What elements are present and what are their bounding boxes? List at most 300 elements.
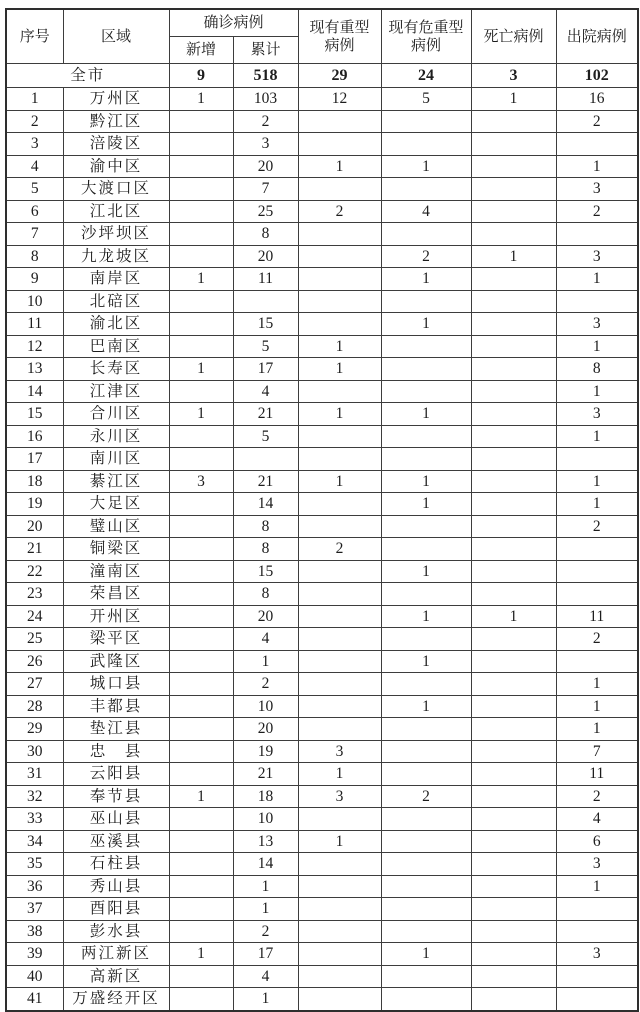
- cell-deaths: [471, 650, 556, 673]
- cell-new: [169, 830, 233, 853]
- cell-severe: 1: [298, 470, 381, 493]
- cell-new: [169, 155, 233, 178]
- cell-total: 8: [233, 515, 298, 538]
- cell-discharged: 2: [556, 628, 638, 651]
- cell-new: [169, 538, 233, 561]
- cell-discharged: [556, 560, 638, 583]
- table-row: [6, 178, 638, 201]
- cell-serial: 38: [6, 920, 63, 943]
- cell-discharged: 1: [556, 718, 638, 741]
- cell-serial: 23: [6, 583, 63, 606]
- cell-serial: 26: [6, 650, 63, 673]
- cell-new: [169, 763, 233, 786]
- cell-region: 永川区: [63, 425, 169, 448]
- cell-deaths: [471, 718, 556, 741]
- cell-serial: 10: [6, 290, 63, 313]
- cell-deaths: [471, 178, 556, 201]
- cell-serial: 14: [6, 380, 63, 403]
- cell-severe: [298, 290, 381, 313]
- cell-region: 秀山县: [63, 875, 169, 898]
- table-row: [6, 898, 638, 921]
- cell-severe: 2: [298, 538, 381, 561]
- table-row: [6, 403, 638, 426]
- cell-deaths: [471, 560, 556, 583]
- cell-serial: 31: [6, 763, 63, 786]
- cell-serial: 2: [6, 110, 63, 133]
- cell-serial: 34: [6, 830, 63, 853]
- cell-new: [169, 245, 233, 268]
- cell-new: 1: [169, 943, 233, 966]
- cell-new: [169, 988, 233, 1011]
- cell-discharged: 1: [556, 425, 638, 448]
- header-region: 区域: [63, 9, 169, 64]
- cell-serial: 7: [6, 223, 63, 246]
- cell-discharged: [556, 583, 638, 606]
- cell-severe: [298, 313, 381, 336]
- cell-serial: 13: [6, 358, 63, 381]
- cell-discharged: 11: [556, 763, 638, 786]
- cell-region: 云阳县: [63, 763, 169, 786]
- cell-discharged: 7: [556, 740, 638, 763]
- cell-serial: 3: [6, 133, 63, 156]
- cell-deaths: [471, 673, 556, 696]
- cell-new: [169, 718, 233, 741]
- cell-serial: 33: [6, 808, 63, 831]
- summary-severe: 29: [298, 64, 381, 88]
- cell-critical: [381, 133, 471, 156]
- header-severe: [298, 9, 381, 64]
- cell-deaths: [471, 965, 556, 988]
- cell-discharged: [556, 133, 638, 156]
- cell-critical: [381, 515, 471, 538]
- cell-deaths: [471, 830, 556, 853]
- table-row: [6, 290, 638, 313]
- cell-total: 20: [233, 718, 298, 741]
- cell-region: 城口县: [63, 673, 169, 696]
- cell-critical: [381, 898, 471, 921]
- cell-total: 2: [233, 673, 298, 696]
- cell-severe: [298, 695, 381, 718]
- cell-serial: 18: [6, 470, 63, 493]
- cell-serial: 15: [6, 403, 63, 426]
- cell-serial: 4: [6, 155, 63, 178]
- cell-total: 5: [233, 425, 298, 448]
- cell-severe: 1: [298, 830, 381, 853]
- cell-severe: [298, 448, 381, 471]
- cell-discharged: [556, 898, 638, 921]
- cell-deaths: [471, 133, 556, 156]
- cell-serial: 8: [6, 245, 63, 268]
- table-row: [6, 943, 638, 966]
- summary-total: 518: [233, 64, 298, 88]
- table-row: [6, 785, 638, 808]
- cell-discharged: [556, 650, 638, 673]
- cell-region: 綦江区: [63, 470, 169, 493]
- cell-total: 8: [233, 583, 298, 606]
- cell-serial: 17: [6, 448, 63, 471]
- cell-region: 忠 县: [63, 740, 169, 763]
- cell-deaths: 1: [471, 605, 556, 628]
- cell-total: 2: [233, 920, 298, 943]
- table-row: [6, 110, 638, 133]
- cell-deaths: [471, 313, 556, 336]
- cell-new: [169, 920, 233, 943]
- cell-severe: [298, 920, 381, 943]
- table-row: [6, 853, 638, 876]
- cell-new: [169, 110, 233, 133]
- table-row: [6, 538, 638, 561]
- table-row: [6, 335, 638, 358]
- table-row: [6, 88, 638, 111]
- cell-critical: [381, 673, 471, 696]
- cell-severe: [298, 808, 381, 831]
- cell-deaths: [471, 853, 556, 876]
- cell-severe: [298, 515, 381, 538]
- cell-serial: 12: [6, 335, 63, 358]
- cell-discharged: 1: [556, 673, 638, 696]
- cell-serial: 6: [6, 200, 63, 223]
- cell-region: 酉阳县: [63, 898, 169, 921]
- cell-critical: 1: [381, 403, 471, 426]
- cell-critical: [381, 718, 471, 741]
- cell-discharged: [556, 538, 638, 561]
- cell-new: [169, 628, 233, 651]
- cell-discharged: 3: [556, 313, 638, 336]
- table-row: [6, 268, 638, 291]
- cell-deaths: [471, 403, 556, 426]
- cell-total: 2: [233, 110, 298, 133]
- cell-deaths: [471, 470, 556, 493]
- cell-new: [169, 493, 233, 516]
- cell-deaths: [471, 110, 556, 133]
- cell-serial: 41: [6, 988, 63, 1011]
- cell-serial: 30: [6, 740, 63, 763]
- cell-discharged: [556, 223, 638, 246]
- header-confirmed-new: 新增: [169, 37, 233, 64]
- cell-new: [169, 515, 233, 538]
- cell-new: [169, 673, 233, 696]
- cell-total: 1: [233, 898, 298, 921]
- cell-deaths: [471, 875, 556, 898]
- header-deaths: 死亡病例: [471, 9, 556, 64]
- cell-region: 渝中区: [63, 155, 169, 178]
- cell-critical: [381, 538, 471, 561]
- header-confirmed-total: 累计: [233, 37, 298, 64]
- cell-new: [169, 875, 233, 898]
- cell-discharged: 1: [556, 875, 638, 898]
- cell-severe: [298, 853, 381, 876]
- summary-label: 全市: [6, 64, 169, 88]
- cell-discharged: 1: [556, 268, 638, 291]
- header-confirmed-group: 确诊病例: [169, 9, 298, 37]
- cell-new: [169, 695, 233, 718]
- cell-discharged: [556, 920, 638, 943]
- cell-total: 8: [233, 223, 298, 246]
- cell-severe: [298, 628, 381, 651]
- header-critical: [381, 9, 471, 64]
- cell-total: 11: [233, 268, 298, 291]
- cell-critical: 1: [381, 268, 471, 291]
- table-row: [6, 425, 638, 448]
- cell-region: 彭水县: [63, 920, 169, 943]
- cell-severe: [298, 493, 381, 516]
- cell-severe: 1: [298, 335, 381, 358]
- cell-deaths: [471, 515, 556, 538]
- cell-serial: 37: [6, 898, 63, 921]
- summary-new: 9: [169, 64, 233, 88]
- table-row: [6, 988, 638, 1011]
- cell-critical: [381, 335, 471, 358]
- table-row: [6, 650, 638, 673]
- cell-total: 18: [233, 785, 298, 808]
- cell-discharged: 11: [556, 605, 638, 628]
- cell-serial: 36: [6, 875, 63, 898]
- cell-severe: [298, 178, 381, 201]
- cell-deaths: [471, 943, 556, 966]
- table-row: [6, 223, 638, 246]
- cell-region: 沙坪坝区: [63, 223, 169, 246]
- cell-total: 25: [233, 200, 298, 223]
- cell-critical: [381, 628, 471, 651]
- cell-severe: 2: [298, 200, 381, 223]
- cell-critical: [381, 830, 471, 853]
- table-row: [6, 155, 638, 178]
- cell-severe: 1: [298, 358, 381, 381]
- header-discharged: 出院病例: [556, 9, 638, 64]
- cell-serial: 21: [6, 538, 63, 561]
- cell-deaths: 1: [471, 88, 556, 111]
- cell-serial: 22: [6, 560, 63, 583]
- cell-critical: 1: [381, 155, 471, 178]
- cell-deaths: 1: [471, 245, 556, 268]
- table-header: [6, 9, 638, 64]
- cell-serial: 28: [6, 695, 63, 718]
- cell-severe: [298, 560, 381, 583]
- cell-deaths: [471, 785, 556, 808]
- cell-deaths: [471, 493, 556, 516]
- cell-region: 北碚区: [63, 290, 169, 313]
- cell-new: 1: [169, 358, 233, 381]
- table-row: [6, 200, 638, 223]
- cell-discharged: 8: [556, 358, 638, 381]
- cell-discharged: [556, 965, 638, 988]
- cell-region: 铜梁区: [63, 538, 169, 561]
- cell-new: 3: [169, 470, 233, 493]
- cell-new: [169, 650, 233, 673]
- table-row: [6, 763, 638, 786]
- table-row: [6, 628, 638, 651]
- cell-total: 17: [233, 943, 298, 966]
- cell-severe: [298, 965, 381, 988]
- cell-critical: 1: [381, 695, 471, 718]
- header-critical-label: 现有危重型病例: [388, 18, 464, 54]
- cell-new: [169, 583, 233, 606]
- table-row: [6, 740, 638, 763]
- table-row: [6, 313, 638, 336]
- cell-critical: 1: [381, 313, 471, 336]
- cell-critical: [381, 965, 471, 988]
- table-row: [6, 583, 638, 606]
- cell-new: [169, 898, 233, 921]
- cell-discharged: 2: [556, 200, 638, 223]
- cell-total: 8: [233, 538, 298, 561]
- cell-critical: [381, 110, 471, 133]
- cell-new: [169, 178, 233, 201]
- cell-discharged: 1: [556, 155, 638, 178]
- summary-discharged: 102: [556, 64, 638, 88]
- cell-critical: [381, 875, 471, 898]
- cell-critical: 1: [381, 943, 471, 966]
- cell-serial: 35: [6, 853, 63, 876]
- cell-new: [169, 335, 233, 358]
- cell-total: 14: [233, 853, 298, 876]
- cell-discharged: [556, 448, 638, 471]
- cell-severe: 1: [298, 403, 381, 426]
- cell-critical: 5: [381, 88, 471, 111]
- cell-deaths: [471, 628, 556, 651]
- summary-deaths: 3: [471, 64, 556, 88]
- cell-region: 南岸区: [63, 268, 169, 291]
- cell-total: [233, 290, 298, 313]
- cell-critical: 2: [381, 245, 471, 268]
- cell-serial: 25: [6, 628, 63, 651]
- cell-new: [169, 425, 233, 448]
- cell-critical: 1: [381, 650, 471, 673]
- cell-severe: [298, 650, 381, 673]
- cell-total: 3: [233, 133, 298, 156]
- cell-severe: 1: [298, 763, 381, 786]
- cell-total: 15: [233, 560, 298, 583]
- table-row: [6, 515, 638, 538]
- cell-total: 7: [233, 178, 298, 201]
- cell-total: 13: [233, 830, 298, 853]
- cell-new: 1: [169, 403, 233, 426]
- cell-region: 九龙坡区: [63, 245, 169, 268]
- cell-severe: 12: [298, 88, 381, 111]
- cell-total: 4: [233, 380, 298, 403]
- cell-total: 21: [233, 403, 298, 426]
- cell-deaths: [471, 335, 556, 358]
- cell-region: 丰都县: [63, 695, 169, 718]
- cell-severe: 3: [298, 785, 381, 808]
- cell-critical: [381, 988, 471, 1011]
- cell-region: 大渡口区: [63, 178, 169, 201]
- cell-serial: 11: [6, 313, 63, 336]
- cell-serial: 16: [6, 425, 63, 448]
- table-row: [6, 673, 638, 696]
- cell-serial: 39: [6, 943, 63, 966]
- cell-new: [169, 808, 233, 831]
- cell-severe: [298, 943, 381, 966]
- cell-severe: 3: [298, 740, 381, 763]
- cell-discharged: 1: [556, 695, 638, 718]
- table-row: [6, 133, 638, 156]
- cell-discharged: [556, 290, 638, 313]
- cell-critical: 1: [381, 470, 471, 493]
- cell-severe: [298, 245, 381, 268]
- cell-total: 1: [233, 988, 298, 1011]
- cell-new: [169, 380, 233, 403]
- cell-total: 20: [233, 245, 298, 268]
- table-row: [6, 470, 638, 493]
- cell-total: 1: [233, 650, 298, 673]
- header-serial: 序号: [6, 9, 63, 64]
- cell-severe: 1: [298, 155, 381, 178]
- cell-discharged: 1: [556, 493, 638, 516]
- cell-deaths: [471, 448, 556, 471]
- table-row: [6, 605, 638, 628]
- cell-deaths: [471, 290, 556, 313]
- cell-deaths: [471, 380, 556, 403]
- cell-severe: [298, 223, 381, 246]
- cell-critical: [381, 358, 471, 381]
- cell-severe: [298, 425, 381, 448]
- cell-critical: 1: [381, 560, 471, 583]
- cell-total: 10: [233, 695, 298, 718]
- cell-critical: [381, 853, 471, 876]
- cell-region: 武隆区: [63, 650, 169, 673]
- cell-critical: [381, 178, 471, 201]
- cell-new: [169, 853, 233, 876]
- cell-discharged: 1: [556, 380, 638, 403]
- cell-new: [169, 740, 233, 763]
- cell-new: [169, 965, 233, 988]
- table-row: [6, 493, 638, 516]
- covid-cases-table: [5, 8, 639, 1012]
- cell-deaths: [471, 155, 556, 178]
- cell-critical: [381, 448, 471, 471]
- cell-severe: [298, 875, 381, 898]
- cell-discharged: 4: [556, 808, 638, 831]
- cell-total: 10: [233, 808, 298, 831]
- table-row: [6, 718, 638, 741]
- cell-deaths: [471, 898, 556, 921]
- cell-region: 南川区: [63, 448, 169, 471]
- cell-total: 4: [233, 965, 298, 988]
- cell-serial: 9: [6, 268, 63, 291]
- cell-critical: 2: [381, 785, 471, 808]
- cell-new: [169, 200, 233, 223]
- cell-deaths: [471, 358, 556, 381]
- cell-severe: [298, 718, 381, 741]
- cell-region: 黔江区: [63, 110, 169, 133]
- cell-discharged: 3: [556, 178, 638, 201]
- cell-serial: 1: [6, 88, 63, 111]
- cell-deaths: [471, 695, 556, 718]
- cell-critical: 1: [381, 493, 471, 516]
- cell-deaths: [471, 200, 556, 223]
- cell-new: 1: [169, 88, 233, 111]
- cell-total: 5: [233, 335, 298, 358]
- cell-deaths: [471, 740, 556, 763]
- cell-serial: 24: [6, 605, 63, 628]
- cell-discharged: [556, 988, 638, 1011]
- cell-total: 21: [233, 470, 298, 493]
- cell-total: 17: [233, 358, 298, 381]
- cell-discharged: 1: [556, 335, 638, 358]
- cell-discharged: 16: [556, 88, 638, 111]
- cell-region: 开州区: [63, 605, 169, 628]
- cell-region: 江津区: [63, 380, 169, 403]
- cell-total: 20: [233, 155, 298, 178]
- cell-total: 14: [233, 493, 298, 516]
- cell-severe: [298, 988, 381, 1011]
- cell-discharged: 3: [556, 403, 638, 426]
- table-row: [6, 965, 638, 988]
- cell-serial: 32: [6, 785, 63, 808]
- cell-region: 石柱县: [63, 853, 169, 876]
- cell-severe: [298, 673, 381, 696]
